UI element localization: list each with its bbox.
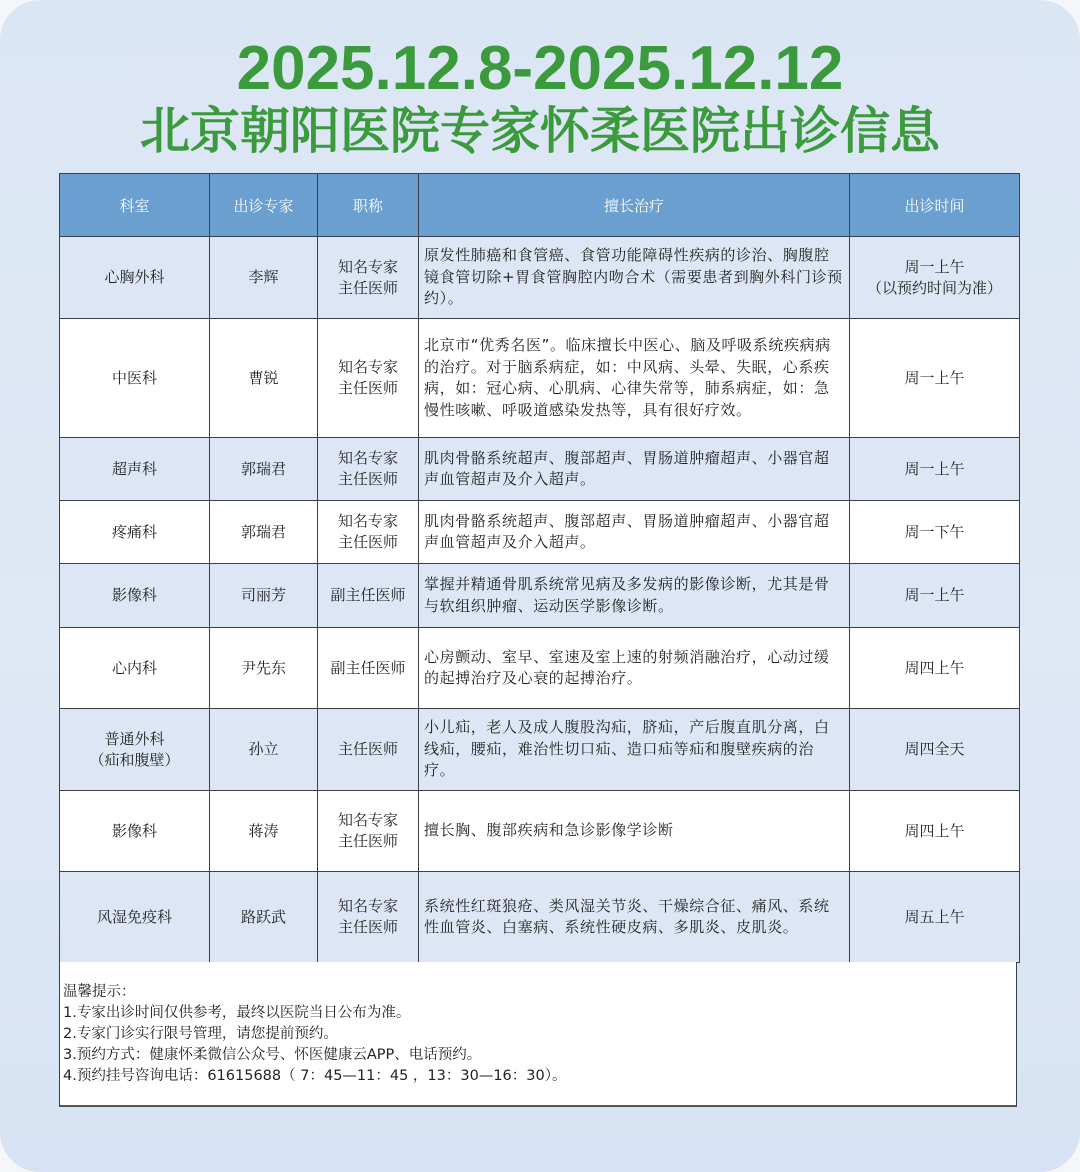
- table-row: [60, 564, 1020, 628]
- table-row: [60, 791, 1020, 872]
- time-cell: 周五上午: [850, 872, 1020, 963]
- expert-cell: 郭瑞君: [210, 501, 318, 564]
- title-cell: [318, 501, 419, 564]
- expert-cell: 郭瑞君: [210, 438, 318, 501]
- title-line: 知名专家: [337, 449, 398, 467]
- department-line: 普通外科: [104, 729, 165, 748]
- column-header-title: 职称: [318, 174, 419, 237]
- expert-schedule-table: [59, 173, 1020, 963]
- specialty-cell: 北京市“优秀名医”。临床擅长中医心、脑及呼吸系统疾病病的治疗。对于脑系病症，如：中风病、头晕、失眠，心系疾病，如：冠心病、心肌病、心律失常等，肺系病症，如：急慢性咳嗽、呼吸道感染发热等，具有很好疗效。: [419, 319, 850, 438]
- title-cell: [318, 237, 419, 319]
- specialty-cell: 系统性红斑狼疮、类风湿关节炎、干燥综合征、痛风、系统性血管炎、白塞病、系统性硬皮病、多肌炎、皮肌炎。: [419, 872, 850, 963]
- department-cell: 风湿免疫科: [60, 872, 210, 963]
- department-cell: 心胸外科: [60, 237, 210, 319]
- reminder-notes: [59, 962, 1017, 1107]
- department-cell: 心内科: [60, 628, 210, 709]
- specialty-cell: 掌握并精通骨肌系统常见病及多发病的影像诊断，尤其是骨与软组织肿瘤、运动医学影像诊断。: [419, 564, 850, 628]
- notes-heading: 温馨提示：: [63, 984, 136, 1000]
- time-line: 周一上午: [904, 257, 965, 276]
- time-cell: 周一上午: [850, 319, 1020, 438]
- expert-cell: 尹先东: [210, 628, 318, 709]
- title-cell: 副主任医师: [318, 564, 419, 628]
- title-cell: 主任医师: [318, 709, 419, 791]
- title-line: 主任医师: [337, 470, 398, 488]
- expert-cell: 蒋涛: [210, 791, 318, 872]
- specialty-cell: 原发性肺癌和食管癌、食管功能障碍性疾病的诊治、胸腹腔镜食管切除+胃食管胸腔内吻合术（需要患者到胸外科门诊预约）。: [419, 237, 850, 319]
- title-line: 知名专家: [337, 257, 398, 276]
- table-row: [60, 872, 1020, 963]
- time-cell: 周一上午: [850, 564, 1020, 628]
- time-cell: 周一下午: [850, 501, 1020, 564]
- table-header-row: [60, 174, 1020, 237]
- title-cell: [318, 791, 419, 872]
- department-subline: （疝和腹壁）: [89, 750, 180, 769]
- time-cell: 周四上午: [850, 628, 1020, 709]
- date-range-title: 2025.12.8-2025.12.12: [236, 34, 844, 103]
- department-cell: 影像科: [60, 564, 210, 628]
- expert-cell: 李辉: [210, 237, 318, 319]
- specialty-cell: 心房颤动、室早、室速及室上速的射频消融治疗，心动过缓的起搏治疗及心衰的起搏治疗。: [419, 628, 850, 709]
- title-line: 知名专家: [337, 512, 398, 530]
- title-cell: [318, 872, 419, 963]
- title-line: 知名专家: [337, 897, 398, 915]
- expert-cell: 曹锐: [210, 319, 318, 438]
- page-title: 北京朝阳医院专家怀柔医院出诊信息: [140, 102, 940, 160]
- note-item: 1.专家出诊时间仅供参考，最终以医院当日公布为准。: [63, 1005, 411, 1021]
- title-line: 知名专家: [337, 358, 398, 376]
- time-note: （以预约时间为准）: [866, 278, 1002, 297]
- specialty-cell: 肌肉骨骼系统超声、腹部超声、胃肠道肿瘤超声、小器官超声血管超声及介入超声。: [419, 501, 850, 564]
- time-cell: 周四全天: [850, 709, 1020, 791]
- title-line: 主任医师: [337, 278, 398, 297]
- department-cell: 疼痛科: [60, 501, 210, 564]
- expert-cell: 司丽芳: [210, 564, 318, 628]
- title-line: 知名专家: [337, 811, 398, 829]
- title-cell: [318, 319, 419, 438]
- note-item: 3.预约方式：健康怀柔微信公众号、怀医健康云APP、电话预约。: [63, 1047, 482, 1063]
- title-line: 主任医师: [337, 832, 398, 850]
- title-line: 主任医师: [337, 533, 398, 551]
- title-cell: 副主任医师: [318, 628, 419, 709]
- table-row: [60, 501, 1020, 564]
- table-row: [60, 237, 1020, 319]
- column-header-department: 科室: [60, 174, 210, 237]
- time-cell: 周一上午: [850, 438, 1020, 501]
- department-cell: 中医科: [60, 319, 210, 438]
- column-header-expert: 出诊专家: [210, 174, 318, 237]
- column-header-specialty: 擅长治疗: [419, 174, 850, 237]
- title-line: 主任医师: [337, 379, 398, 397]
- time-cell: [850, 237, 1020, 319]
- title-line: 主任医师: [337, 918, 398, 936]
- column-header-time: 出诊时间: [850, 174, 1020, 237]
- table-row: [60, 628, 1020, 709]
- title-cell: [318, 438, 419, 501]
- table-row: [60, 438, 1020, 501]
- table-row: [60, 319, 1020, 438]
- expert-cell: 孙立: [210, 709, 318, 791]
- expert-cell: 路跃武: [210, 872, 318, 963]
- department-cell: 影像科: [60, 791, 210, 872]
- note-item-phone: 4.预约挂号咨询电话：61615688（ 7：45—11：45 ，13：30—16：30）。: [63, 1068, 567, 1084]
- department-cell: [60, 709, 210, 791]
- specialty-cell: 小儿疝，老人及成人腹股沟疝，脐疝，产后腹直肌分离，白线疝，腰疝，难治性切口疝、造口疝等疝和腹壁疾病的治疗。: [419, 709, 850, 791]
- specialty-cell: 擅长胸、腹部疾病和急诊影像学诊断: [419, 791, 850, 872]
- table-row: [60, 709, 1020, 791]
- time-cell: 周四上午: [850, 791, 1020, 872]
- specialty-cell: 肌肉骨骼系统超声、腹部超声、胃肠道肿瘤超声、小器官超声血管超声及介入超声。: [419, 438, 850, 501]
- department-cell: 超声科: [60, 438, 210, 501]
- note-item: 2.专家门诊实行限号管理，请您提前预约。: [63, 1026, 338, 1042]
